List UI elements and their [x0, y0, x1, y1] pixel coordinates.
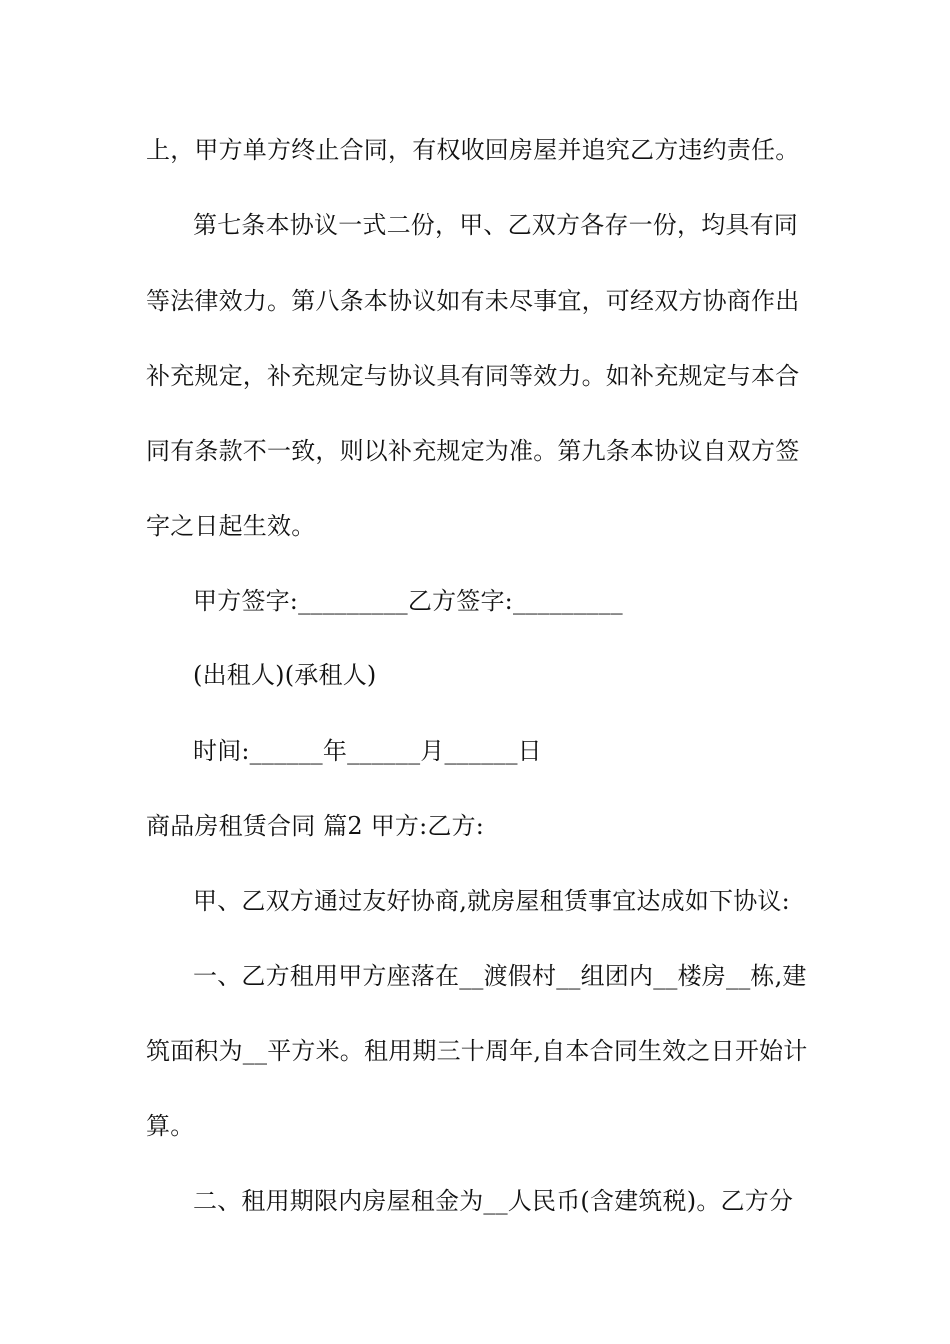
- date-line: 时间:______年______月______日: [193, 737, 542, 765]
- signature-line: 甲方签字:_________乙方签字:_________: [193, 587, 623, 615]
- paragraph-line: 上，甲方单方终止合同，有权收回房屋并追究乙方违约责任。: [146, 136, 800, 164]
- paragraph-line: 字之日起生效。: [146, 512, 316, 540]
- paragraph-line: 一、乙方租用甲方座落在__渡假村__组团内__楼房__栋,建: [193, 962, 807, 990]
- paragraph-line: 等法律效力。第八条本协议如有未尽事宜，可经双方协商作出: [146, 287, 800, 315]
- paragraph-line: 同有条款不一致，则以补充规定为准。第九条本协议自双方签: [146, 437, 800, 465]
- paragraph-line: 第七条本协议一式二份，甲、乙双方各存一份，均具有同: [193, 211, 798, 239]
- paragraph-line: 甲、乙双方通过友好协商,就房屋租赁事宜达成如下协议:: [193, 887, 790, 915]
- paragraph-line: 筑面积为__平方米。租用期三十周年,自本合同生效之日开始计: [146, 1037, 808, 1065]
- paragraph-line: 补充规定，补充规定与协议具有同等效力。如补充规定与本合: [146, 362, 800, 390]
- paragraph-line: 算。: [146, 1112, 195, 1140]
- paragraph-line: 二、租用期限内房屋租金为__人民币(含建筑税)。乙方分: [193, 1187, 794, 1215]
- section-heading: 商品房租赁合同 篇2 甲方:乙方:: [146, 812, 485, 840]
- party-roles: (出租人)(承租人): [193, 661, 377, 689]
